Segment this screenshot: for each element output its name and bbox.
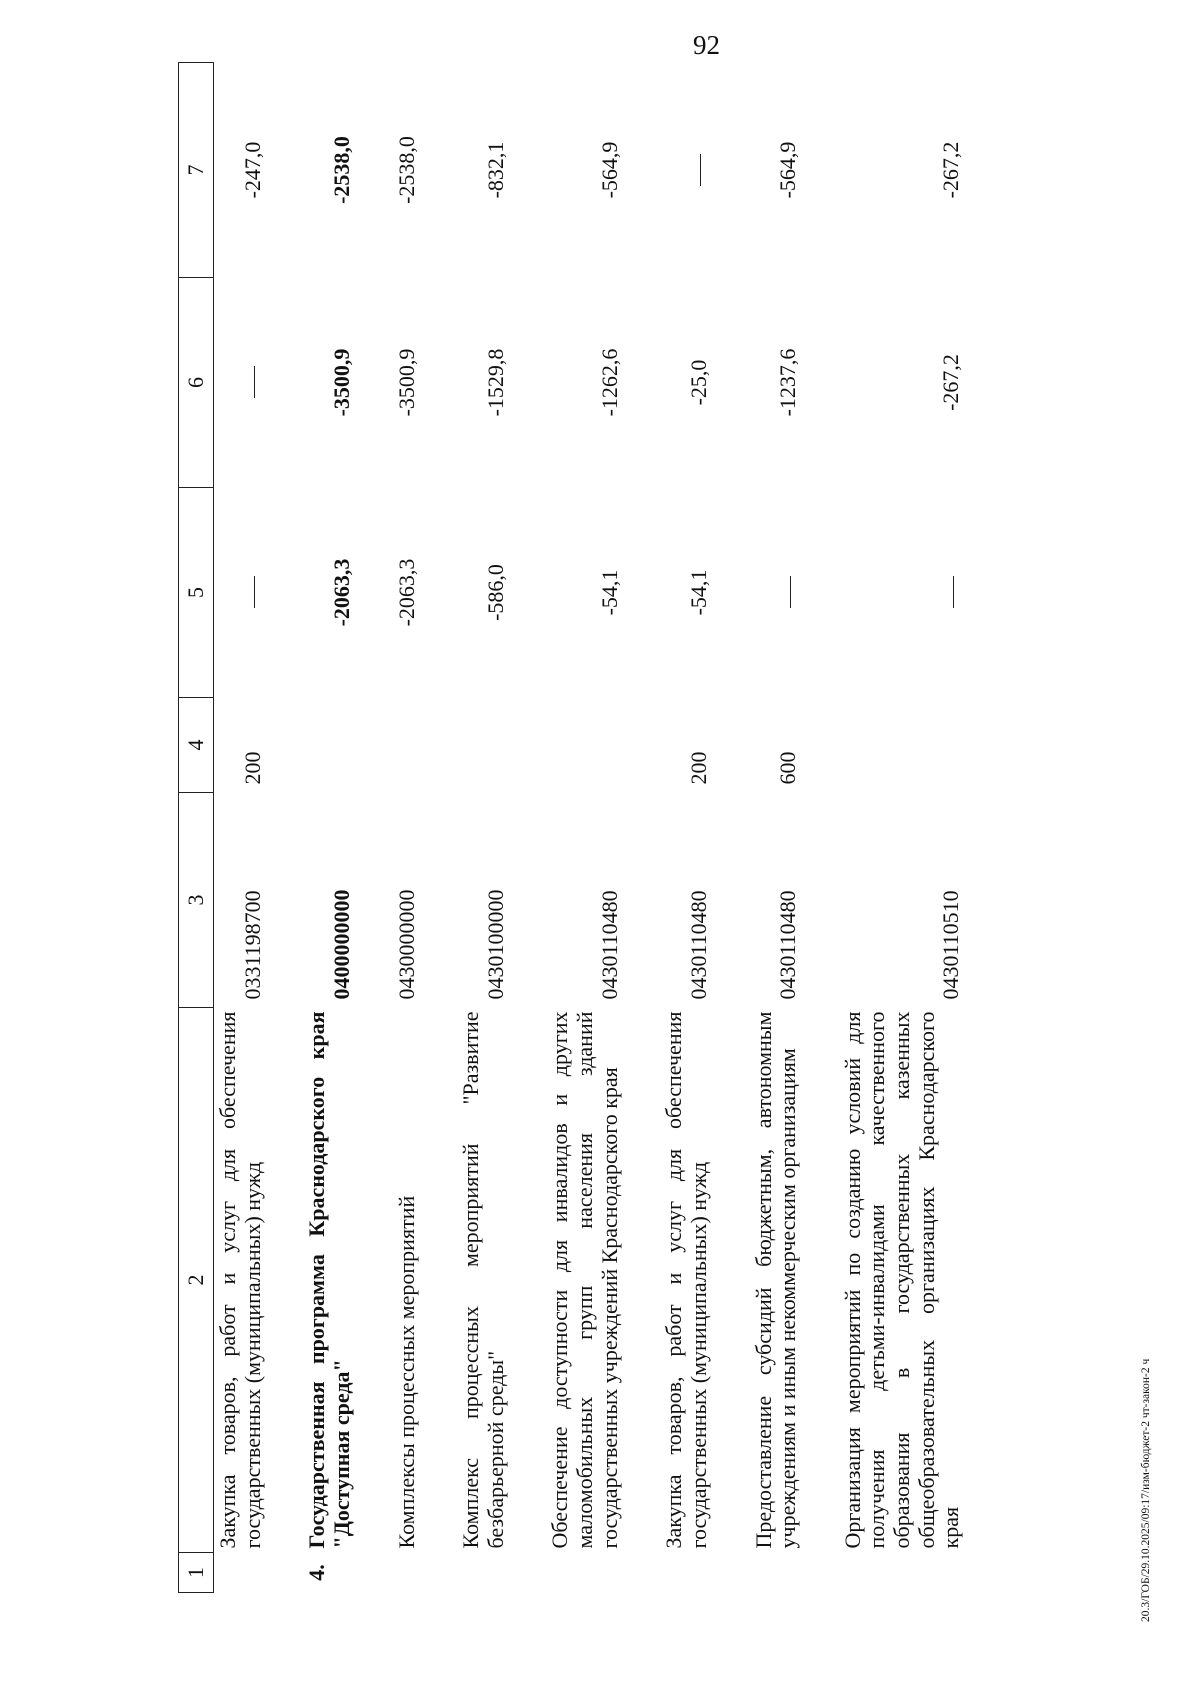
row-name: Предоставление субсидий бюджетным, автономным учреждениям и иным некоммерческим организациям: [750, 1011, 801, 1549]
row-number: [801, 1553, 964, 1593]
table-header-row: [179, 63, 214, 1593]
row-value-col7: -2538,0: [393, 136, 419, 204]
row-value-col5: -2063,3: [328, 558, 354, 627]
row-code: 0331198700: [239, 890, 265, 1000]
table-row: [622, 63, 711, 1593]
col-header-7: 7: [179, 63, 214, 278]
table-row: [801, 63, 964, 1593]
row-code: 0430110480: [775, 890, 801, 1000]
col-header-5: 5: [179, 488, 214, 698]
row-code: 0430110480: [596, 890, 622, 1000]
row-value-col7: -2538,0: [328, 136, 354, 204]
row-value-col5: -586,0: [482, 564, 508, 621]
table-row: [214, 63, 266, 1593]
table-row: [508, 63, 622, 1593]
row-type: 200: [239, 751, 265, 785]
row-code: 0430110480: [685, 890, 711, 1000]
row-type: 600: [775, 751, 801, 785]
dash-mark: [953, 577, 954, 609]
row-value-col7: [622, 63, 711, 278]
row-type: 200: [685, 751, 711, 785]
row-number: [622, 1553, 711, 1593]
table-row: [712, 63, 801, 1593]
row-name: Комплекс процессных мероприятий "Развитие безбарьерной среды": [458, 1011, 508, 1549]
row-name: Закупка товаров, работ и услуг для обеспечения государственных (муниципальных) нужд: [215, 1011, 265, 1549]
row-name: Государственная программа Краснодарского края "Доступная среда": [304, 1011, 354, 1549]
footer-code: 20.3/ГОБ/29.10.2025/09:17/изм-бюджет-2 чт-закон-2 ч: [1140, 1358, 1152, 1622]
row-name: Организация мероприятий по созданию условий для получения детьми-инвалидами качественного образования в государственных казенных общеобразовательных организациях Краснодарского края: [839, 1011, 964, 1549]
col-header-1: 1: [179, 1553, 214, 1593]
budget-table-container: [178, 63, 1200, 1593]
row-value-col5: -2063,3: [393, 558, 419, 627]
page-number: 92: [693, 30, 720, 60]
budget-table: [178, 62, 964, 1593]
row-type: [265, 698, 354, 793]
row-name: Обеспечение доступности для инвалидов и других маломобильных групп населения зданий государственных учреждений Краснодарского края: [547, 1011, 622, 1549]
dash-mark: [254, 367, 255, 399]
row-value-col5: [801, 488, 964, 698]
table-row: [355, 63, 420, 1593]
row-type: [508, 698, 622, 793]
row-value-col6: -267,2: [938, 354, 964, 411]
row-value-col6: -1237,6: [775, 348, 801, 417]
row-type: [801, 698, 964, 793]
row-number: [508, 1553, 622, 1593]
row-number: [419, 1553, 508, 1593]
row-number: 4.: [304, 1564, 330, 1581]
row-value-col7: -267,2: [938, 141, 964, 199]
row-code: 0400000000: [328, 889, 354, 1000]
row-name: Комплексы процессных мероприятий: [393, 1195, 419, 1549]
dash-mark: [790, 577, 791, 609]
row-code: 0430110510: [938, 890, 964, 1000]
row-type: [419, 698, 508, 793]
row-value-col6: -3500,9: [393, 348, 419, 417]
row-value-col7: -247,0: [239, 141, 265, 199]
dash-mark: [700, 154, 701, 186]
row-value-col5: -54,1: [685, 569, 711, 616]
table-row: [419, 63, 508, 1593]
row-code: 0430000000: [393, 889, 419, 1000]
row-number: [214, 1553, 266, 1593]
row-value-col5: [214, 488, 266, 698]
row-value-col7: -564,9: [775, 141, 801, 199]
row-type: [355, 698, 420, 793]
row-value-col5: -54,1: [596, 569, 622, 616]
row-value-col6: -1529,8: [482, 348, 508, 417]
row-value-col7: -564,9: [596, 141, 622, 199]
row-value-col6: [214, 278, 266, 488]
row-value-col6: -1262,6: [596, 348, 622, 417]
row-value-col6: -25,0: [685, 359, 711, 406]
col-header-2: 2: [179, 1008, 214, 1553]
col-header-6: 6: [179, 278, 214, 488]
row-value-col5: [712, 488, 801, 698]
row-value-col7: -832,1: [482, 141, 508, 199]
row-value-col6: -3500,9: [328, 348, 354, 417]
row-name: Закупка товаров, работ и услуг для обеспечения государственных (муниципальных) нужд: [661, 1011, 711, 1549]
row-number: [712, 1553, 801, 1593]
dash-mark: [254, 577, 255, 609]
row-code: 0430100000: [482, 889, 508, 1000]
table-row: [265, 63, 354, 1593]
row-number: [355, 1553, 420, 1593]
col-header-3: 3: [179, 793, 214, 1008]
col-header-4: 4: [179, 698, 214, 793]
